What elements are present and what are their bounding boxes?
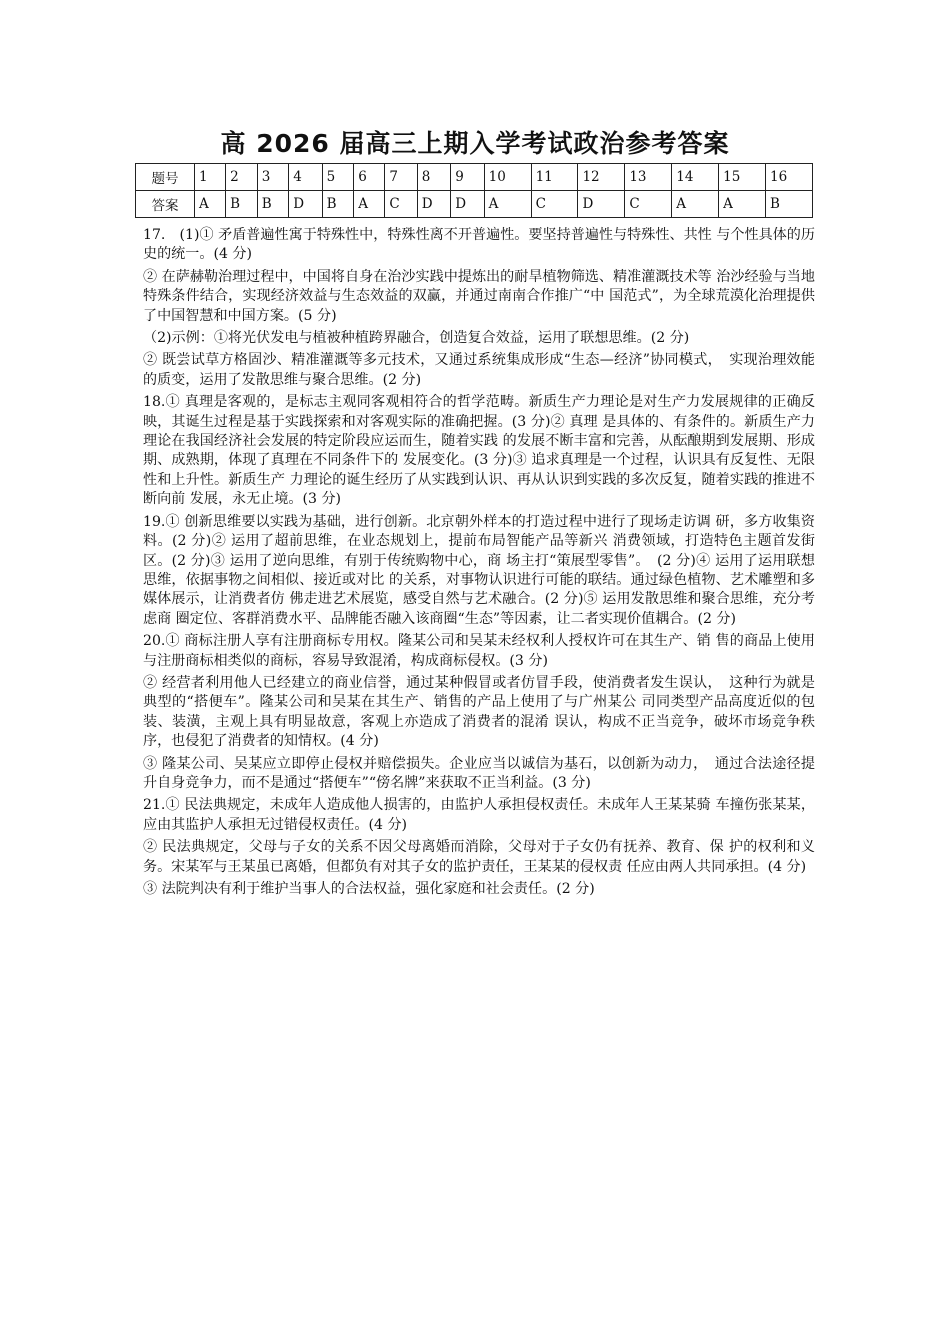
question-number-row: [136, 164, 813, 191]
question-number: 12: [578, 164, 625, 191]
answer-17-part2-point2: ② 既尝试草方格固沙、精准灌溉等多元技术，又通过系统集成形成“生态—经济”协同模式， 实现治理效能的质变，运用了发散思维与聚合思维。(2 分): [143, 352, 815, 388]
answer-cell: A: [672, 191, 719, 218]
question-number: 16: [766, 164, 813, 191]
question-number: 10: [484, 164, 531, 191]
answer-cell: B: [766, 191, 813, 218]
answer-21-point2: ② 民法典规定，父母与子女的关系不因父母离婚而消除，父母对于子女仍有抚养、教育、保 护的权利和义务。宋某军与王某虽已离婚，但都负有对其子女的监护责任，王某某的侵权责 任应由两人共同承担。(4 分): [143, 839, 815, 875]
answer-row: [136, 191, 813, 218]
answer-cell: D: [578, 191, 625, 218]
answer-21-point3: ③ 法院判决有利于维护当事人的合法权益，强化家庭和社会责任。(2 分): [143, 881, 595, 897]
page-title: 高 2026 届高三上期入学考试政治参考答案: [220, 129, 730, 158]
answer-17-part1-point1: 17. (1)① 矛盾普遍性寓于特殊性中，特殊性离不开普遍性。要坚持普遍性与特殊性、共性 与个性具体的历史的统一。(4 分): [143, 227, 815, 263]
question-number: 15: [719, 164, 766, 191]
answer-cell: A: [354, 191, 385, 218]
question-number: 14: [672, 164, 719, 191]
answer-19: 19.① 创新思维要以实践为基础，进行创新。北京朝外样本的打造过程中进行了现场走访调 研，多方收集资料。(2 分)② 运用了超前思维，在业态规划上，提前布局智能产品等新兴 消费领域，打造特色主题首发街区。(2 分)③ 运用了逆向思维，有别于传统购物中心，商 场主打“策展型零售”。 (2 分)④ 运用了运用联想思维，依据事物之间相似、接近或对比 的关系，对事物认识进行可能的联结。通过绿色植物、艺术雕塑和多媒体展示，让消费者仿 佛走进艺术展览，感受自然与艺术融合。(2 分)⑤ 运用发散思维和聚合思维，充分考虑商 圈定位、客群消费水平、品牌能否融入该商圈“生态”等因素，让二者实现价值耦合。(2 分): [143, 513, 815, 627]
row-label: 题号: [136, 164, 195, 191]
answer-20-point2: ② 经营者利用他人已经建立的商业信誉，通过某种假冒或者仿冒手段，使消费者发生误认， 这种行为就是典型的“搭便车”。隆某公司和吴某在其生产、销售的产品上使用了与广州某公 司同类型产品高度近似的包装、装潢，主观上具有明显故意，客观上亦造成了消费者的混淆 误认，构成不正当竞争，破坏市场竞争秩序，也侵犯了消费者的知情权。(4 分): [143, 674, 815, 750]
answer-cell: B: [322, 191, 354, 218]
answer-17-part2-point1: （2)示例：①将光伏发电与植被种植跨界融合，创造复合效益，运用了联想思维。(2 分): [143, 330, 690, 347]
question-number: 3: [257, 164, 289, 191]
question-number: 2: [226, 164, 258, 191]
answer-cell: D: [451, 191, 484, 218]
question-number: 6: [354, 164, 385, 191]
answer-cell: A: [484, 191, 531, 218]
question-number: 5: [322, 164, 354, 191]
answer-cell: A: [719, 191, 766, 218]
answer-18: 18.① 真理是客观的，是标志主观同客观相符合的哲学范畴。新质生产力理论是对生产力发展规律的正确反映，其诞生过程是基于实践探索和对客观实际的准确把握。(3 分)② 真理 是具体的、有条件的。新质生产力理论在我国经济社会发展的特定阶段应运而生，随着实践 的发展不断丰富和完善，从酝酿期到发展期、形成期、成熟期，体现了真理在不同条件下的 发展变化。(3 分)③ 追求真理是一个过程，认识具有反复性、无限性和上升性。新质生产 力理论的诞生经历了从实践到认识、再从认识到实践的多次反复，随着实践的推进不断向前 发展，永无止境。(3 分): [143, 394, 815, 508]
question-number: 4: [289, 164, 322, 191]
answer-cell: A: [195, 191, 226, 218]
row-label: 答案: [136, 191, 195, 218]
answer-cell: B: [257, 191, 289, 218]
answer-20-point1: 20.① 商标注册人享有注册商标专用权。隆某公司和吴某未经权利人授权许可在其生产、销 售的商品上使用与注册商标相类似的商标，容易导致混淆，构成商标侵权。(3 分): [143, 633, 815, 669]
answer-cell: C: [531, 191, 578, 218]
answer-cell: B: [226, 191, 258, 218]
answer-table: [135, 163, 813, 218]
answer-cell: C: [385, 191, 417, 218]
question-number: 13: [625, 164, 672, 191]
question-number: 9: [451, 164, 484, 191]
answer-21-point1: 21.① 民法典规定，未成年人造成他人损害的，由监护人承担侵权责任。未成年人王某某骑 车撞伤张某某，应由其监护人承担无过错侵权责任。(4 分): [143, 797, 815, 833]
question-number: 7: [385, 164, 417, 191]
answer-20-point3: ③ 隆某公司、吴某应立即停止侵权并赔偿损失。企业应当以诚信为基石，以创新为动力， 通过合法途径提升自身竞争力，而不是通过“搭便车”“傍名牌”来获取不正当利益。(3 分): [143, 755, 815, 791]
answer-17-part1-point2: ② 在萨赫勒治理过程中，中国将自身在治沙实践中提炼出的耐旱植物筛选、精准灌溉技术等 治沙经验与当地特殊条件结合，实现经济效益与生态效益的双赢，并通过南南合作推广“中 国范式”，为全球荒漠化治理提供了中国智慧和中国方案。(5 分): [143, 268, 815, 324]
answer-explanations: [143, 226, 815, 902]
question-number: 11: [531, 164, 578, 191]
question-number: 1: [195, 164, 226, 191]
answer-cell: D: [289, 191, 322, 218]
answer-cell: D: [417, 191, 450, 218]
question-number: 8: [417, 164, 450, 191]
answer-cell: C: [625, 191, 672, 218]
